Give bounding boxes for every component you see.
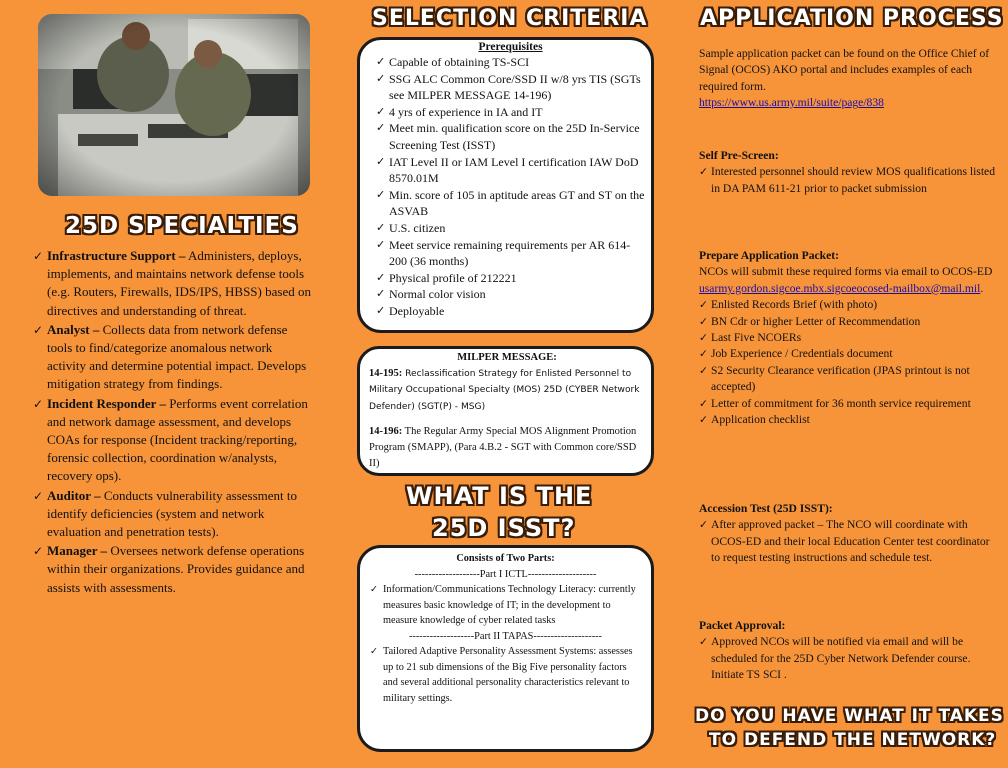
list-item: ✓ Manager – Oversees network defense operations within their organizations. Provides guidance and assists with assessments. xyxy=(33,542,311,597)
section-title: Self Pre-Screen: xyxy=(699,149,779,162)
isst-heading-line2: 25D ISST? xyxy=(432,514,576,542)
section-title: Packet Approval: xyxy=(699,619,786,632)
list-item: ✓ Meet service remaining requirements per AR 614-200 (36 months) xyxy=(376,237,645,270)
list-item: ✓ Meet min. qualification score on the 25D In-Service Screening Test (ISST) xyxy=(376,120,645,153)
isst-part2-divider: -------------------Part II TAPAS-------------------- xyxy=(409,630,602,642)
list-item: ✓ Job Experience / Credentials document xyxy=(699,346,999,362)
accession-test-section xyxy=(699,501,999,567)
list-item: ✓ Enlisted Records Brief (with photo) xyxy=(699,297,999,313)
specialties-list xyxy=(33,247,311,598)
milper-title: MILPER MESSAGE: xyxy=(457,352,557,363)
list-item: ✓ Letter of commitment for 36 month service requirement xyxy=(699,396,999,412)
milper-entry: 14-196: The Regular Army Special MOS Alignment Promotion Program (SMAPP), (Para 4.B.2 - SGT with Common core/SSD II) xyxy=(369,426,637,469)
prepare-packet-section: Prepare Application Packet: NCOs will submit these required forms via email to OCOS-ED usarmy.gordon.sigcoe.mbx.sigcoeocosed-mailbox@mail.mil. ✓ Enlisted Records Brief (with photo) ✓ BN Cdr or higher Letter of Recommendation ✓ Last Five NCOERs ✓ Job Experience / Credentials document ✓ S2 Security Clearance verification (JPAS printout is not accepted) ✓ Letter of commitment for 36 month service requirement ✓ Application checklist xyxy=(699,248,999,428)
list-item: ✓ BN Cdr or higher Letter of Recommendation xyxy=(699,314,999,330)
list-item: ✓ Interested personnel should review MOS qualifications listed in DA PAM 611-21 prior to packet submission xyxy=(699,164,999,197)
list-item: ✓ Tailored Adaptive Personality Assessment Systems: assesses up to 21 sub dimensions of the Big Five personality factors and several additional personality characteristics relevant to military settings. xyxy=(370,644,641,706)
ocos-email-link[interactable]: usarmy.gordon.sigcoe.mbx.sigcoeocosed-mailbox@mail.mil xyxy=(699,281,981,295)
self-prescreen-section xyxy=(699,148,999,197)
list-item: ✓ IAT Level II or IAM Level I certification IAW DoD 8570.01M xyxy=(376,154,645,187)
list-item: ✓ Min. score of 105 in aptitude areas GT and ST on the ASVAB xyxy=(376,187,645,220)
isst-part1-divider: -------------------Part I ICTL-------------------- xyxy=(414,568,597,580)
soldiers-at-computers-photo xyxy=(38,14,310,196)
list-item: ✓ S2 Security Clearance verification (JPAS printout is not accepted) xyxy=(699,363,999,396)
list-item: ✓ After approved packet – The NCO will coordinate with OCOS-ED and their local Education Center test coordinator to request testing instructions and schedule test. xyxy=(699,517,999,566)
section-title: Prepare Application Packet: xyxy=(699,249,839,262)
list-item: ✓ Incident Responder – Performs event correlation and network damage assessment, and develops COAs for response (Incident tracking/reporting, forensic collection, coordination w/analysts, recovery ops). xyxy=(33,395,311,486)
list-item: ✓ Analyst – Collects data from network defense tools to find/categorize anomalous network activity and determine potential impact. Develops mitigation strategy from findings. xyxy=(33,321,311,394)
closing-line1: DO YOU HAVE WHAT IT TAKES xyxy=(695,706,1004,726)
list-item: ✓ Auditor – Conducts vulnerability assessment to identify deficiencies (system and network evaluation and penetration tests). xyxy=(33,487,311,542)
milper-message-panel xyxy=(357,346,654,476)
list-item: ✓ SSG ALC Common Core/SSD II w/8 yrs TIS (SGTs see MILPER MESSAGE 14-196) xyxy=(376,71,645,104)
specialties-heading: 25D SPECIALTIES xyxy=(65,213,299,239)
list-item: ✓ Application checklist xyxy=(699,412,999,428)
prerequisites-list xyxy=(376,54,645,320)
list-item: ✓ Last Five NCOERs xyxy=(699,330,999,346)
ocos-portal-link[interactable]: https://www.us.army.mil/suite/page/838 xyxy=(699,96,884,110)
list-item: ✓ 4 yrs of experience in IA and IT xyxy=(376,104,645,121)
prerequisites-title: Prerequisites xyxy=(478,41,543,53)
list-item: ✓ Capable of obtaining TS-SCI xyxy=(376,54,645,71)
list-item: ✓ Deployable xyxy=(376,303,645,320)
closing-line2: TO DEFEND THE NETWORK? xyxy=(709,730,997,750)
application-intro: Sample application packet can be found on the Office Chief of Signal (OCOS) AKO portal and includes examples of each required form. https://www.us.army.mil/suite/page/838 xyxy=(699,47,990,110)
application-process-heading: APPLICATION PROCESS xyxy=(700,6,1004,31)
list-item: ✓ Approved NCOs will be notified via email and will be scheduled for the 25D Cyber Network Defender course. Initiate TS SCI . xyxy=(699,634,999,683)
isst-panel xyxy=(357,545,654,752)
list-item: ✓ U.S. citizen xyxy=(376,220,645,237)
list-item: ✓ Information/Communications Technology Literacy: currently measures basic knowledge of IT; in the development to measure knowledge of cyber related tasks xyxy=(370,582,641,629)
isst-heading-line1: WHAT IS THE xyxy=(406,482,593,510)
list-item: ✓ Physical profile of 212221 xyxy=(376,270,645,287)
milper-entry: 14-195: Reclassification Strategy for Enlisted Personnel to Military Occupational Specialty (MOS) 25D (CYBER Network Defender) (SGT(P) - MSG) xyxy=(369,367,640,412)
prerequisites-panel xyxy=(357,37,654,333)
section-title: Accession Test (25D ISST): xyxy=(699,502,833,515)
list-item: ✓ Infrastructure Support – Administers, deploys, implements, and maintains network defense tools (e.g. Routers, Firewalls, IDS/IPS, HBSS) based on directives and understanding of threat. xyxy=(33,247,311,320)
isst-title: Consists of Two Parts: xyxy=(456,553,555,564)
selection-criteria-heading: SELECTION CRITERIA xyxy=(372,6,648,31)
packet-approval-section xyxy=(699,618,999,684)
list-item: ✓ Normal color vision xyxy=(376,286,645,303)
